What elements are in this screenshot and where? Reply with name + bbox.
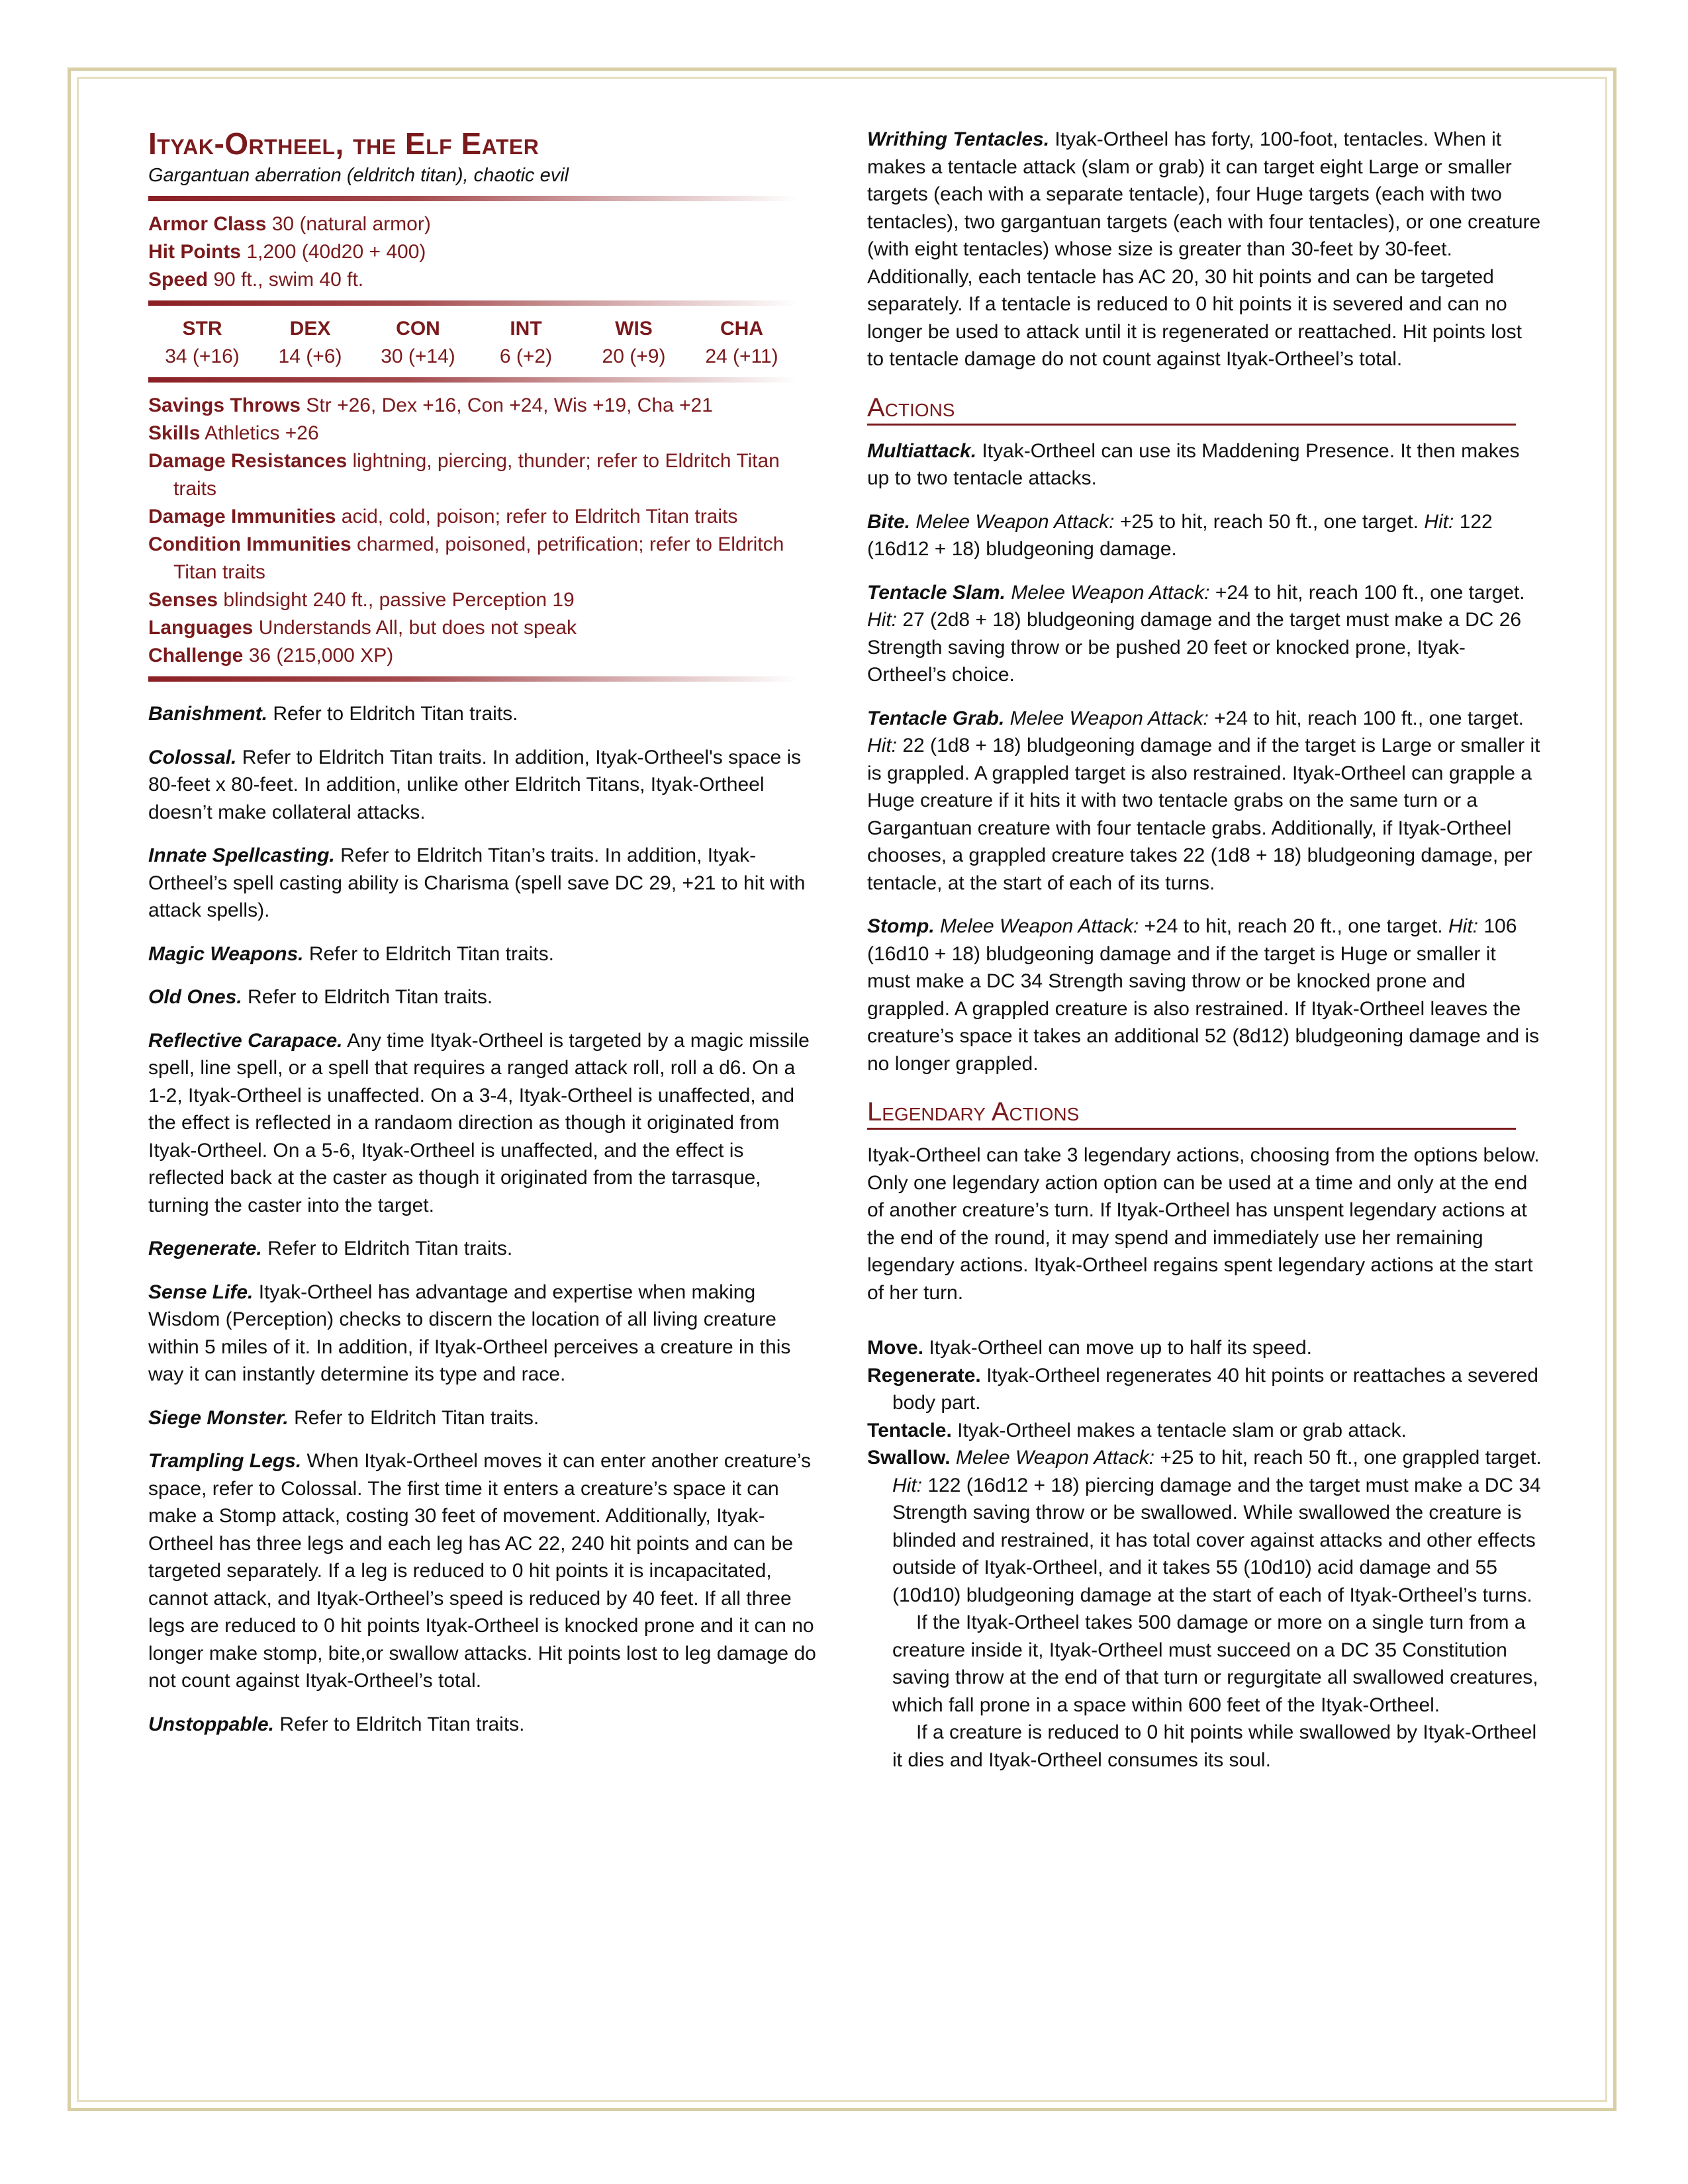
trait-writhing-tentacles: Writhing Tentacles. Ityak-Ortheel has forty, 100-foot, tentacles. When it makes a tentacle attack (slam or grab) it can target eight Large or smaller targets (each with a separate tentacle), four Huge targets (each with two tentacles), two gargantuan targets (each with four tentacles), or one creature (with eight tentacles) whose size is greater than 30-feet by 30-feet. Additionally, each tentacle has AC 20, 30 hit points and can be targeted separately. If a tentacle is reduced to 0 hit points it is severed and can no longer be used to attack until it is regenerated or reattached. Hit points lost to tentacle damage do not count against Ityak-Ortheel’s total. xyxy=(867,128,1541,370)
ability-wis: WIS 20 (+9) xyxy=(602,318,666,368)
legendary-regenerate: Regenerate. Ityak-Ortheel regenerates 40 hit points or reattaches a severed body part. xyxy=(867,1364,1538,1414)
trait-magic-weapons: Magic Weapons. Refer to Eldritch Titan traits. xyxy=(148,942,554,965)
monster-subtitle: Gargantuan aberration (eldritch titan), chaotic evil xyxy=(148,165,569,187)
damage-immunities: Damage Immunities acid, cold, poison; refer to Eldritch Titan traits xyxy=(148,506,738,528)
condition-immunities: Condition Immunities charmed, poisoned, petrification; refer to Eldritch Titan traits xyxy=(148,533,784,584)
legendary-intro: Ityak-Ortheel can take 3 legendary actions, choosing from the options below. Only one legendary action option can be used at a time and only at the end of another creature’s turn. If Ityak-Ortheel has unspent legendary actions at the end of the round, it may spend and immediately use her remaining legendary actions. Ityak-Ortheel regains spent legendary actions at the start of her turn. xyxy=(867,1144,1540,1304)
legendary-swallow: Swallow. Melee Weapon Attack: +25 to hit, reach 50 ft., one grappled target. Hit: 122 (16d12 + 18) piercing damage and the target must make a DC 34 Strength saving throw or be swallowed. While swallowed the creature is blinded and restrained, it has total cover against attacks and other effects outside of Ityak-Ortheel, and it takes 55 (10d10) acid damage and 55 (10d10) bludgeoning damage at the start of each of Ityak-Ortheel’s turns. xyxy=(867,1447,1542,1606)
challenge: Challenge 36 (215,000 XP) xyxy=(148,645,394,667)
legendary-move: Move. Ityak-Ortheel can move up to half its speed. xyxy=(867,1337,1312,1359)
damage-resistances: Damage Resistances lightning, piercing, thunder; refer to Eldritch Titan traits xyxy=(148,450,780,500)
trait-unstoppable: Unstoppable. Refer to Eldritch Titan traits. xyxy=(148,1713,525,1735)
right-column xyxy=(867,126,1542,1774)
action-tentacle-grab: Tentacle Grab. Melee Weapon Attack: +24 to hit, reach 100 ft., one target. Hit: 22 (1d8 + 18) bludgeoning damage and if the target is Large or smaller it is grappled. A grappled target is also restrained. Ityak-Ortheel can grapple a Huge creature if it hits it with two tentacle grabs on the same turn or a Gargantuan creature with four tentacle grabs. Additionally, if Ityak-Ortheel chooses, a grappled creature takes 22 (1d8 + 18) bludgeoning damage, per tentacle, at the start of each of its turns. xyxy=(867,707,1540,894)
armor-class: Armor Class 30 (natural armor) xyxy=(148,213,431,236)
action-multiattack: Multiattack. Ityak-Ortheel can use its Maddening Presence. It then makes up to two tentacle attacks. xyxy=(867,439,1520,489)
hit-points: Hit Points 1,200 (40d20 + 400) xyxy=(148,241,426,263)
speed: Speed 90 ft., swim 40 ft. xyxy=(148,269,364,291)
actions-heading: Actions xyxy=(867,393,1516,426)
trait-banishment: Banishment. Refer to Eldritch Titan traits. xyxy=(148,703,518,725)
trait-colossal: Colossal. Refer to Eldritch Titan traits. In addition, Ityak-Ortheel's space is 80-feet x 80-feet. In addition, unlike other Eldritch Titans, Ityak-Ortheel doesn’t make collateral attacks. xyxy=(148,746,802,823)
skills: Skills Athletics +26 xyxy=(148,422,319,445)
trait-trampling-legs: Trampling Legs. When Ityak-Ortheel moves it can enter another creature’s space, refer to Colossal. The first time it enters a creature’s space it can make a Stomp attack, costing 30 feet of movement. Additionally, Ityak-Ortheel has three legs and each leg has AC 22, 240 hit points and can be targeted separately. If a leg is reduced to 0 hit points it is incapacitated, cannot attack, and Ityak-Ortheel’s speed is reduced by 40 feet. If all three legs are reduced to 0 hit points Ityak-Ortheel is knocked prone and it can no longer make stomp, bite,or swallow attacks. Hit points lost to leg damage do not count against Ityak-Ortheel’s total. xyxy=(148,1450,816,1692)
divider xyxy=(148,377,797,383)
action-bite: Bite. Melee Weapon Attack: +25 to hit, reach 50 ft., one target. Hit: 122 (16d12 + 18) bludgeoning damage. xyxy=(867,510,1493,560)
legendary-actions-heading: Legendary Actions xyxy=(867,1097,1516,1130)
ability-str: STR 34 (+16) xyxy=(165,318,240,368)
trait-sense-life: Sense Life. Ityak-Ortheel has advantage and expertise when making Wisdom (Perception) checks to discern the location of all living creature within 5 miles of it. In addition, if Ityak-Ortheel perceives a creature in this way it can instantly determine its type and race. xyxy=(148,1281,791,1386)
legendary-swallow-regurgitate: If the Ityak-Ortheel takes 500 damage or more on a single turn from a creature inside it, Ityak-Ortheel must succeed on a DC 35 Constitution saving throw at the end of that turn or regurgitate all swallowed creatures, which fall prone in a space within 600 feet of the Ityak-Ortheel. xyxy=(892,1612,1538,1716)
legendary-tentacle: Tentacle. Ityak-Ortheel makes a tentacle slam or grab attack. xyxy=(867,1419,1407,1441)
action-tentacle-slam: Tentacle Slam. Melee Weapon Attack: +24 to hit, reach 100 ft., one target. Hit: 27 (2d8 + 18) bludgeoning damage and the target must make a DC 26 Strength saving throw or be pushed 20 feet or knocked prone, Ityak-Ortheel’s choice. xyxy=(867,581,1525,686)
saving-throws: Savings Throws Str +26, Dex +16, Con +24, Wis +19, Cha +21 xyxy=(148,394,713,417)
ability-con: CON 30 (+14) xyxy=(381,318,455,368)
ability-cha: CHA 24 (+11) xyxy=(705,318,778,368)
languages: Languages Understands All, but does not speak xyxy=(148,617,577,639)
ability-int: INT 6 (+2) xyxy=(499,318,553,368)
divider xyxy=(148,676,797,682)
ability-dex: DEX 14 (+6) xyxy=(278,318,342,368)
ability-scores xyxy=(148,315,797,371)
legendary-swallow-soul: If a creature is reduced to 0 hit points while swallowed by Ityak-Ortheel it dies and Ityak-Ortheel consumes its soul. xyxy=(892,1721,1537,1771)
action-stomp: Stomp. Melee Weapon Attack: +24 to hit, reach 20 ft., one target. Hit: 106 (16d10 + 18) bludgeoning damage and if the target is Huge or smaller it must make a DC 34 Strength saving throw or be knocked prone and grappled. A grappled creature is also restrained. If Ityak-Ortheel leaves the creature’s space it takes an additional 52 (8d12) bludgeoning damage and is no longer grappled. xyxy=(867,915,1540,1075)
trait-siege-monster: Siege Monster. Refer to Eldritch Titan traits. xyxy=(148,1406,539,1429)
trait-reflective-carapace: Reflective Carapace. Any time Ityak-Ortheel is targeted by a magic missile spell, line spell, or a spell that requires a ranged attack roll, roll a d6. On a 1-2, Ityak-Ortheel is unaffected. On a 3-4, Ityak-Ortheel is unaffected, and the effect is reflected in a randaom direction as though it originated from Ityak-Ortheel. On a 5-6, Ityak-Ortheel is unaffected, and the effect is reflected back at the caster as though it originated from the tarrasque, turning the caster into the target. xyxy=(148,1029,810,1216)
divider xyxy=(148,300,797,306)
trait-old-ones: Old Ones. Refer to Eldritch Titan traits. xyxy=(148,986,493,1009)
monster-name: Ityak-Ortheel, the Elf Eater xyxy=(148,126,539,161)
trait-regenerate: Regenerate. Refer to Eldritch Titan traits. xyxy=(148,1238,513,1260)
divider xyxy=(148,196,797,201)
trait-innate-spellcasting: Innate Spellcasting. Refer to Eldritch Titan’s traits. In addition, Ityak-Ortheel’s spell casting ability is Charisma (spell save DC 29, +21 to hit with attack spells). xyxy=(148,844,806,922)
senses: Senses blindsight 240 ft., passive Perception 19 xyxy=(148,589,575,612)
left-column xyxy=(148,126,817,1754)
